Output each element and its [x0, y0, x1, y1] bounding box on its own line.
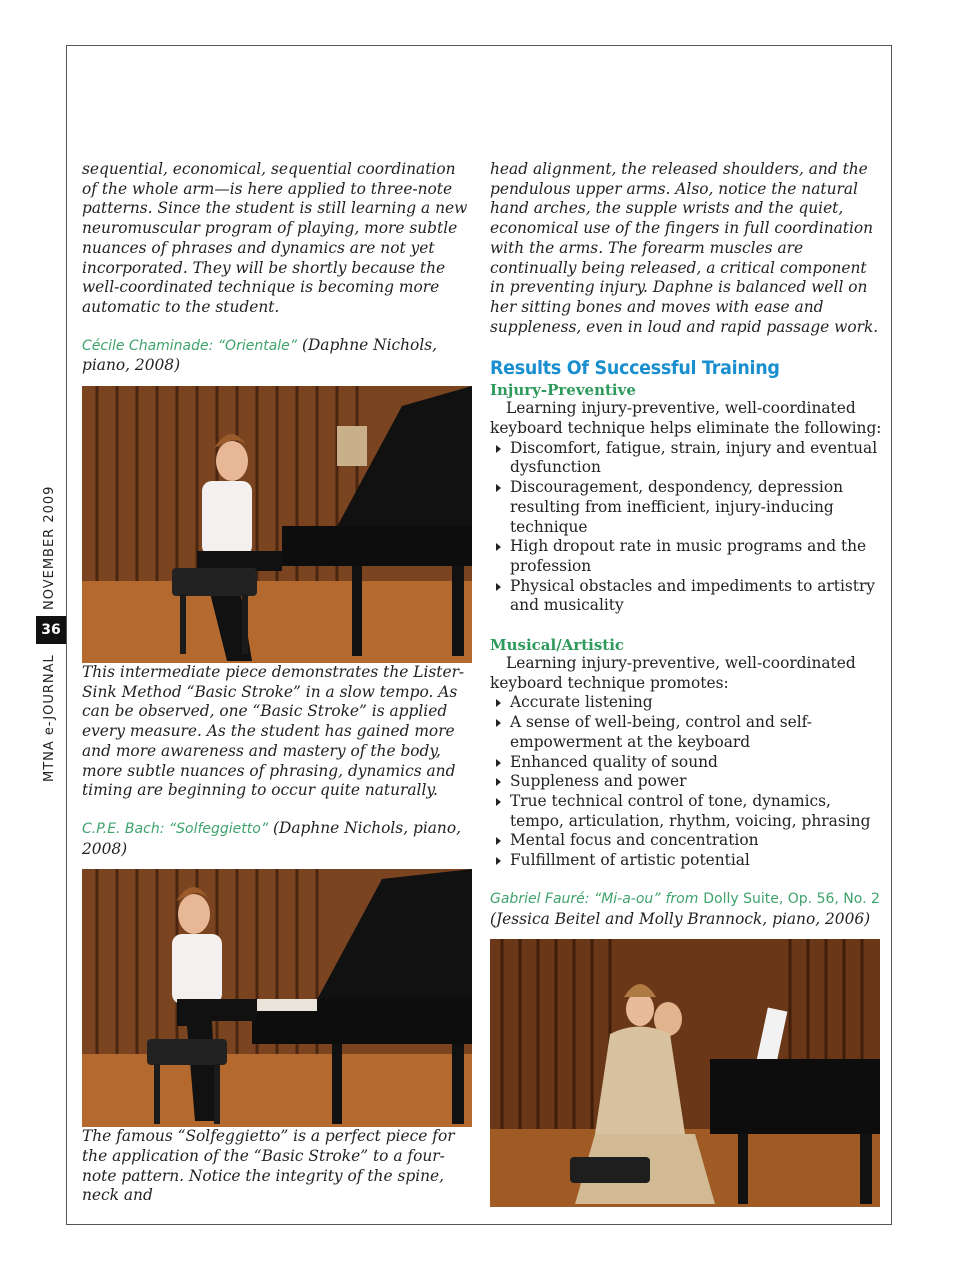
issue-date: NOVEMBER 2009 [42, 485, 57, 610]
list-item: A sense of well-being, control and self-empowerment at the keyboard [490, 713, 882, 752]
pianist-photo-2 [82, 869, 472, 1127]
piece-1-heading [82, 336, 472, 376]
list-item: Discouragement, despondency, depression resulting from inefficient, injury-inducing technique [490, 478, 882, 537]
list-item: Fulfillment of artistic potential [490, 851, 882, 871]
musical-artistic-heading: Musical/Artistic [490, 636, 625, 655]
musical-list [490, 693, 882, 870]
piece-2-detail: (Daphne Nichols, piano, 2008) [82, 818, 461, 858]
list-item: Mental focus and concentration [490, 831, 882, 851]
video-still-faure[interactable] [490, 939, 880, 1207]
list-item: High dropout rate in music programs and the profession [490, 537, 882, 576]
piece-3-suite: Dolly Suite, Op. 56, No. 2 [703, 890, 880, 907]
spacer [490, 616, 882, 634]
list-item: Suppleness and power [490, 772, 882, 792]
video-still-bach[interactable] [82, 869, 472, 1127]
injury-preventive-heading: Injury-Preventive [490, 381, 636, 400]
injury-list [490, 439, 882, 616]
page-number: 36 [36, 616, 66, 644]
piece-3-composer: Gabriel Fauré: “Mi-a-ou” [490, 890, 661, 907]
caption-1: This intermediate piece demonstrates the Lister-Sink Method “Basic Stroke” in a slow tempo. As can be observed, one “Basic Stroke” is applied every measure. As the student has gained more and more awareness and mastery of the body, more subtle nuances of phrasing, dynamics and timing are beginning to occur quite naturally. [82, 663, 465, 800]
list-item: Accurate listening [490, 693, 882, 713]
piece-3-heading [490, 889, 882, 929]
left-column [82, 160, 472, 1206]
list-item: Physical obstacles and impediments to artistry and musicality [490, 577, 882, 616]
pianist-photo-1 [82, 386, 472, 663]
piece-1-composer: Cécile Chaminade: “Orientale” [82, 337, 298, 354]
section-title: Results Of Successful Training [490, 357, 780, 380]
piece-2-heading [82, 819, 472, 859]
journal-name: MTNA e-JOURNAL [42, 654, 57, 782]
list-item: Discomfort, fatigue, strain, injury and eventual dysfunction [490, 439, 882, 478]
video-still-chaminade[interactable] [82, 386, 472, 663]
piece-3-from: from [665, 890, 699, 907]
piece-1-detail: (Daphne Nichols, piano, 2008) [82, 335, 438, 375]
list-item: Enhanced quality of sound [490, 753, 882, 773]
continuation-paragraph: head alignment, the released shoulders, and the pendulous upper arms. Also, notice the natural hand arches, the supple wrists and the quiet, economical use of the fingers in full coordination with the arms. The forearm muscles are continually being released, a critical component in preventing injury. Daphne is balanced well on her sitting bones and moves with ease and suppleness, even in loud and rapid passage work. [490, 160, 879, 336]
list-item: True technical control of tone, dynamics, tempo, articulation, rhythm, voicing, phrasing [490, 792, 882, 831]
piece-3-detail: (Jessica Beitel and Molly Brannock, piano, 2006) [490, 909, 871, 928]
caption-2: The famous “Solfeggietto” is a perfect piece for the application of the “Basic Stroke” to a four-note pattern. Notice the integrity of the spine, neck and [82, 1127, 455, 1205]
piece-2-composer: C.P.E. Bach: “Solfeggietto” [82, 820, 269, 837]
injury-intro: Learning injury-preventive, well-coordinated keyboard technique helps eliminate the following: [490, 399, 882, 438]
right-column [490, 160, 882, 1207]
pianist-photo-3 [490, 939, 880, 1207]
intro-paragraph: sequential, economical, sequential coordination of the whole arm—is here applied to three-note patterns. Since the student is still learning a new neuromuscular program of playing, more subtle nuances of phrases and dynamics are not yet incorporated. They will be shortly because the well-coordinated technique is becoming more automatic to the student. [82, 160, 468, 316]
musical-intro: Learning injury-preventive, well-coordinated keyboard technique promotes: [490, 654, 856, 692]
